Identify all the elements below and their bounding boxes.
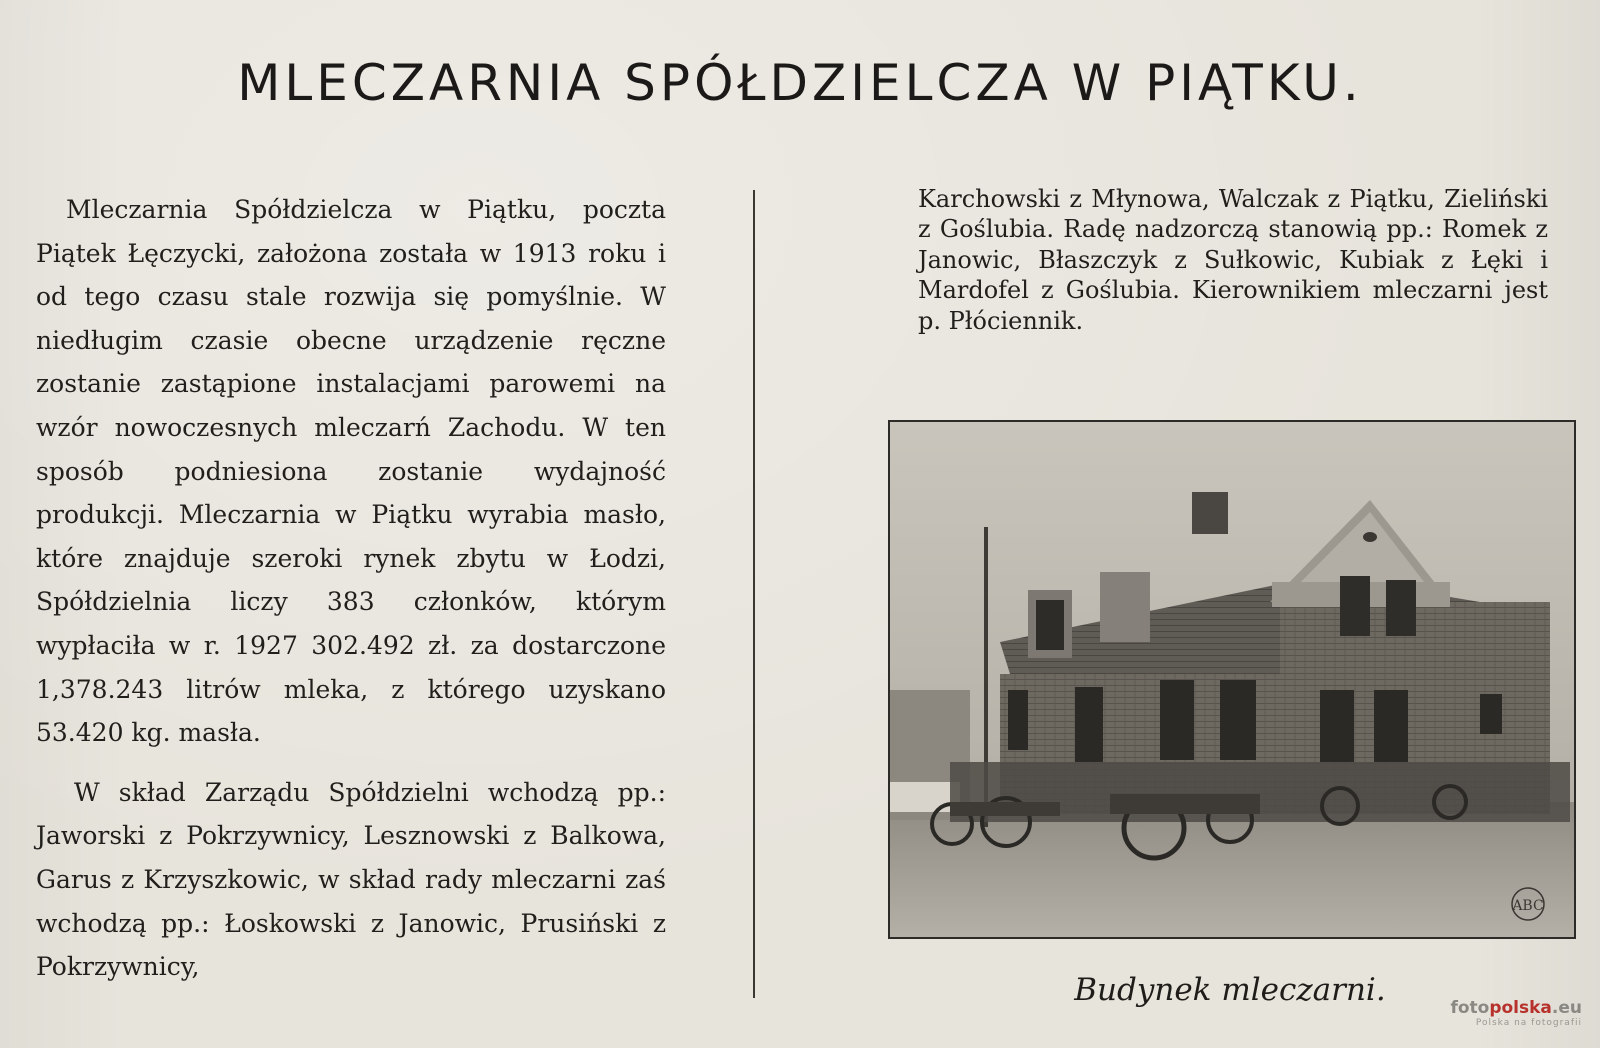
left-paragraph-2: W skład Zarządu Spółdzielni wchodzą pp.: Jaworski z Pokrzywnicy, Lesznowski z Balkowa, Garus z Krzyszkowic, w skład rady mleczarni zaś wchodzą pp.: Łoskowski z Janowic, Prusiński z Pokrzywnicy,	[36, 777, 666, 982]
left-column	[36, 188, 666, 989]
photo-monogram: ABC	[1512, 898, 1544, 914]
watermark-tagline: Polska na fotografii	[1475, 1018, 1582, 1028]
watermark-brand: polska	[1489, 998, 1552, 1018]
watermark-logo	[1450, 998, 1582, 1018]
column-divider	[753, 190, 755, 998]
watermark-prefix: foto	[1450, 998, 1490, 1018]
photo-caption: Budynek mleczarni.	[1074, 972, 1386, 1008]
right-paragraph: Karchowski z Młynowa, Walczak z Piątku, Zieliński z Goślubia. Radę nadzorczą stanowią pp.: Romek z Janowic, Błaszczyk z Sułkowic, Kubiak z Łęki i Mardofel z Goślubia. Kierownikiem mleczarni jest p. Płóciennik.	[918, 185, 1548, 335]
photo-ground	[890, 802, 1574, 937]
watermark	[1450, 998, 1582, 1028]
building-photo	[888, 420, 1576, 939]
watermark-suffix: .eu	[1551, 998, 1582, 1018]
page-title: MLECZARNIA SPÓŁDZIELCZA W PIĄTKU.	[237, 54, 1363, 112]
right-column	[918, 184, 1548, 336]
left-paragraph-1: Mleczarnia Spółdzielcza w Piątku, poczta Piątek Łęczycki, założona została w 1913 roku i od tego czasu stale rozwija się pomyślnie. W niedługim czasie obecne urządzenie ręczne zostanie zastąpione instalacjami parowemi na wzór nowoczesnych mleczarń Zachodu. W ten sposób podniesiona zostanie wydajność produkcji. Mleczarnia w Piątku wyrabia masło, które znajduje szeroki rynek zbytu w Łodzi, Spółdzielnia liczy 383 członków, którym wypłaciła w r. 1927 302.492 zł. za dostarczone 1,378.243 litrów mleka, z którego uzyskano 53.420 kg. masła.	[36, 195, 666, 748]
